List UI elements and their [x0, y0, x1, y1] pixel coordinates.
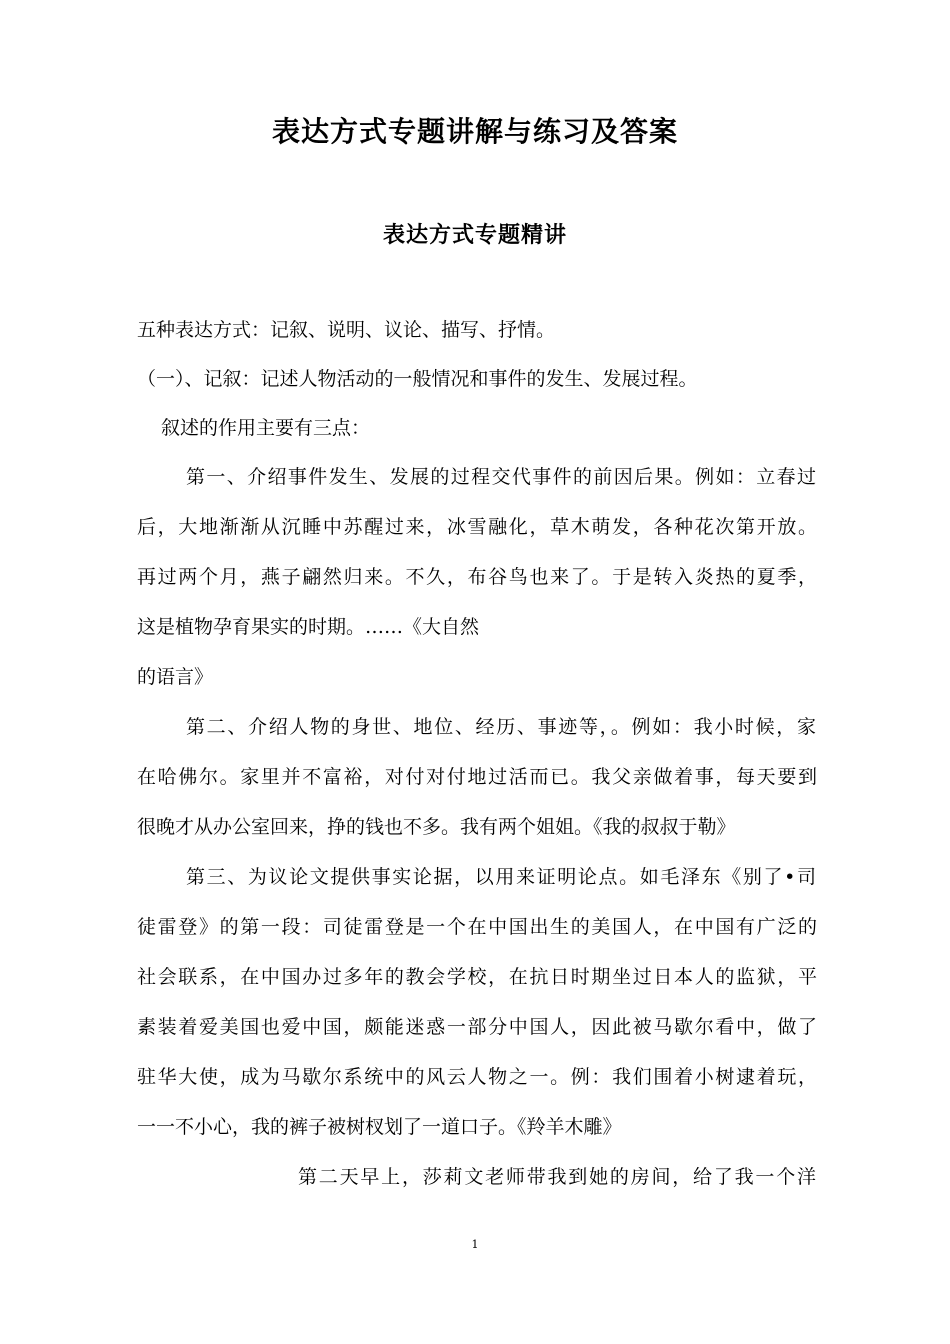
text-line: 素装着爱美国也爱中国，颇能迷惑一部分中国人，因此被马歇尔看中，做了	[137, 1016, 817, 1038]
document-title: 表达方式专题讲解与练习及答案	[271, 115, 678, 148]
section-subtitle: 表达方式专题精讲	[382, 223, 567, 248]
text-line: 很晚才从办公室回来，挣的钱也不多。我有两个姐姐。《我的叔叔于勒》	[137, 816, 736, 838]
text-line: 徒雷登》的第一段：司徒雷登是一个在中国出生的美国人，在中国有广泛的	[137, 916, 817, 938]
text-line: （一）、记叙：记述人物活动的一般情况和事件的发生、发展过程。	[137, 368, 698, 390]
text-line: 在哈佛尔。家里并不富裕，对付对付地过活而已。我父亲做着事，每天要到	[137, 766, 817, 788]
text-line: 第一、介绍事件发生、发展的过程交代事件的前因后果。例如：立春过	[186, 466, 816, 488]
text-line: 五种表达方式：记叙、说明、议论、描写、抒情。	[137, 319, 556, 341]
text-line: 叙述的作用主要有三点：	[161, 417, 371, 439]
text-line: 这是植物孕育果实的时期。……《大自然	[137, 616, 480, 638]
text-line: 的语言》	[137, 666, 214, 688]
text-line: 一一不小心，我的裤子被树杈划了一道口子。《羚羊木雕》	[137, 1116, 622, 1138]
text-line: 第二、介绍人物的身世、地位、经历、事迹等，。例如：我小时候，家	[186, 716, 816, 738]
text-line: 再过两个月，燕子翩然归来。不久，布谷鸟也来了。于是转入炎热的夏季，	[137, 566, 817, 588]
text-line: 社会联系，在中国办过多年的教会学校，在抗日时期坐过日本人的监狱，平	[137, 966, 817, 988]
page-number: 1	[471, 1238, 479, 1251]
text-line: 第二天早上，莎莉文老师带我到她的房间，给了我一个洋	[298, 1166, 816, 1188]
text-line: 第三、为议论文提供事实论据，以用来证明论点。如毛泽东《别了•司	[186, 866, 816, 888]
text-line: 后，大地渐渐从沉睡中苏醒过来，冰雪融化，草木萌发，各种花次第开放。	[137, 516, 817, 538]
text-line: 驻华大使，成为马歇尔系统中的风云人物之一。例：我们围着小树逮着玩，	[137, 1066, 817, 1088]
